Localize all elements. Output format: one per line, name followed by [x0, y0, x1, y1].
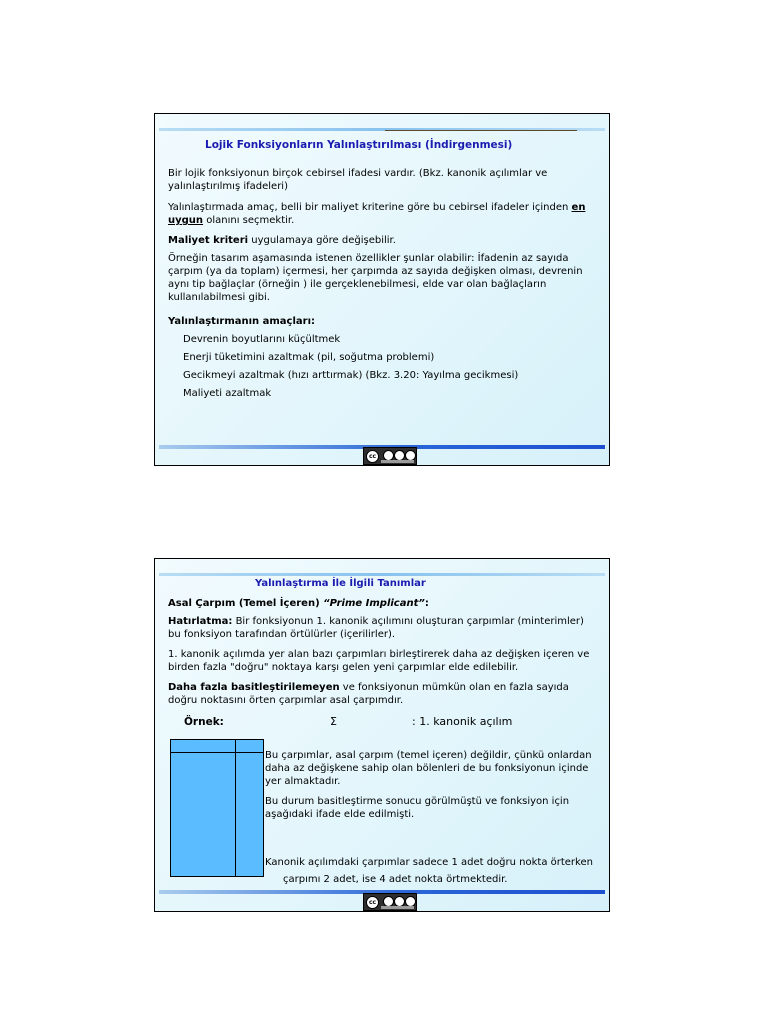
- canonical-label: : 1. kanonik açılım: [412, 715, 513, 728]
- slide-title: Yalınlaştırma İle İlgili Tanımlar: [255, 578, 426, 589]
- cc-circle-icon: cc: [366, 450, 379, 463]
- right-text-3b: çarpımı 2 adet, ise 4 adet nokta örtmektedir.: [283, 874, 508, 885]
- paragraph-1: Bir lojik fonksiyonun birçok cebirsel ifadesi vardır. (Bkz. kanonik açılımlar ve yalınlaştırılmış ifadeleri): [168, 168, 548, 192]
- heading-prime-implicant: Asal Çarpım (Temel İçeren) “Prime Implicant”:: [168, 598, 429, 609]
- right-text-2: Bu durum basitleştirme sonucu görülmüştü ve fonksiyon için aşağıdaki ifade elde edilmişti.: [265, 796, 570, 820]
- goal-item: Enerji tüketimini azaltmak (pil, soğutma problemi): [183, 352, 435, 363]
- cc-circle-icon: cc: [366, 896, 379, 909]
- top-divider: [159, 573, 605, 576]
- slide-title: Lojik Fonksiyonların Yalınlaştırılması (İndirgenmesi): [205, 139, 513, 151]
- right-text-1: Bu çarpımlar, asal çarpım (temel içeren) değildir, çünkü onlardan daha az değişkene sahip olan bölenleri de bu fonksiyonun içinde yer almaktadır.: [265, 750, 592, 787]
- example-label: Örnek:: [184, 716, 224, 728]
- paragraph-3: Daha fazla basitleştirilemeyen ve fonksiyonun mümkün olan en fazla sayıda doğru noktasını örten çarpımlar asal çarpımdır.: [168, 682, 569, 706]
- creative-commons-icon: [363, 893, 417, 911]
- goal-item: Devrenin boyutlarını küçültmek: [183, 334, 341, 345]
- goal-item: Gecikmeyi azaltmak (hızı arttırmak) (Bkz. 3.20: Yayılma gecikmesi): [183, 370, 519, 381]
- creative-commons-icon: [363, 447, 417, 465]
- sigma-symbol: Σ: [330, 715, 337, 728]
- title-overline: [385, 130, 577, 131]
- karnaugh-map: [170, 739, 264, 877]
- paragraph-1: Hatırlatma: Bir fonksiyonun 1. kanonik açılımını oluşturan çarpımlar (minterimler) bu fonksiyon tarafından örtülürler (içerilirler).: [168, 616, 584, 640]
- slide-2: [154, 558, 610, 912]
- paragraph-2: Yalınlaştırmada amaç, belli bir maliyet kriterine göre bu cebirsel ifadeler içinden en uygun olanını seçmektir.: [168, 202, 586, 226]
- slide-1: [154, 113, 610, 466]
- paragraph-4: Örneğin tasarım aşamasında istenen özellikler şunlar olabilir: İfadenin az sayıda çarpım (ya da toplam) içermesi, her çarpımda az sayıda değişken olması, devrenin aynı tip bağlaçlar (örneğin ) ile gerçeklenebilmesi, elde var olan bağlaçların kullanılabilmesi gibi.: [168, 253, 583, 303]
- paragraph-3: Maliyet kriteri uygulamaya göre değişebilir.: [168, 235, 396, 246]
- goal-item: Maliyeti azaltmak: [183, 388, 272, 399]
- goals-title: Yalınlaştırmanın amaçları:: [168, 316, 316, 327]
- right-text-3a: Kanonik açılımdaki çarpımlar sadece 1 adet doğru nokta örterken: [265, 857, 593, 868]
- paragraph-2: 1. kanonik açılımda yer alan bazı çarpımları birleştirerek daha az değişken içeren ve birden fazla "doğru" noktaya karşı gelen yeni çarpımlar elde edilebilir.: [168, 649, 590, 673]
